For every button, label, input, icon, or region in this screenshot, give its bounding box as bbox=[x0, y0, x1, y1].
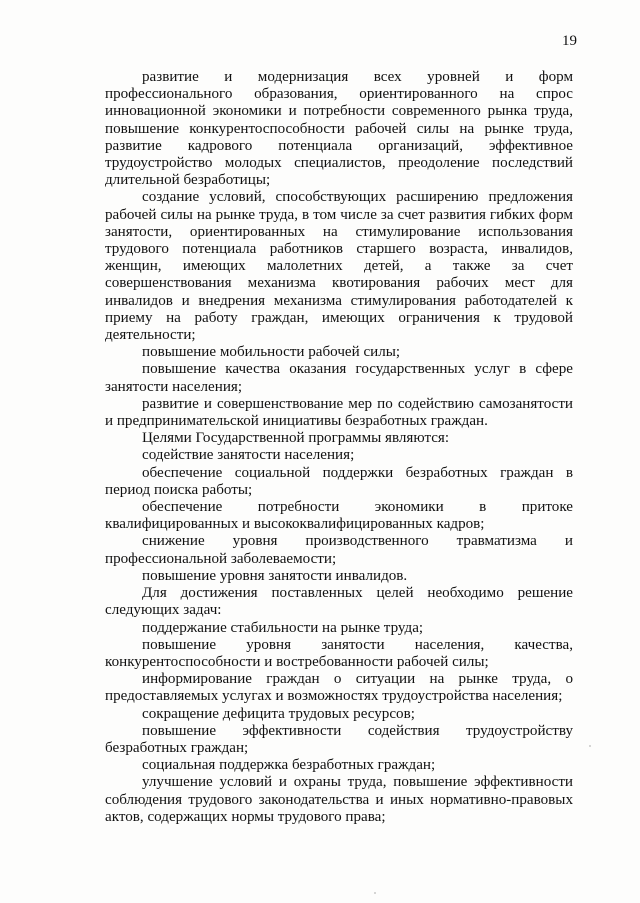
paragraph: создание условий, способствующих расширению предложения рабочей силы на рынке труда, в том числе за счет развития гибких форм занятости, ориентированных на стимулирование использования трудового потенциала работников старшего возраста, инвалидов, женщин, имеющих малолетних детей, а также за счет совершенствования механизма квотирования рабочих мест для инвалидов и внедрения механизма стимулирования работодателей к приему на работу граждан, имеющих ограничения к трудовой деятельности; bbox=[105, 189, 573, 344]
scan-speck bbox=[589, 745, 591, 747]
paragraph: повышение эффективности содействия трудоустройству безработных граждан; bbox=[105, 722, 573, 756]
paragraph: повышение уровня занятости инвалидов. bbox=[142, 567, 408, 584]
document-body bbox=[105, 69, 573, 826]
paragraph: снижение уровня производственного травматизма и профессиональной заболеваемости; bbox=[105, 533, 573, 567]
paragraph: социальная поддержка безработных граждан; bbox=[142, 757, 436, 774]
paragraph: развитие и модернизация всех уровней и форм профессионального образования, ориентированного на спрос инновационной экономики и потребности современного рынка труда, повышение конкурентоспособности рабочей силы на рынке труда, развитие кадрового потенциала организаций, эффективное трудоустройство молодых специалистов, преодоление последствий длительной безработицы; bbox=[105, 69, 573, 189]
paragraph: повышение качества оказания государственных услуг в сфере занятости населения; bbox=[105, 361, 573, 395]
paragraph: содействие занятости населения; bbox=[142, 447, 355, 464]
paragraph: повышение уровня занятости населения, качества, конкурентоспособности и востребованности рабочей силы; bbox=[105, 636, 573, 670]
paragraph: Целями Государственной программы являются: bbox=[142, 430, 450, 447]
paragraph: сокращение дефицита трудовых ресурсов; bbox=[142, 705, 415, 722]
paragraph: обеспечение социальной поддержки безработных граждан в период поиска работы; bbox=[105, 464, 573, 498]
page-number: 19 bbox=[562, 33, 577, 49]
paragraph: информирование граждан о ситуации на рынке труда, о предоставляемых услугах и возможностях трудоустройства населения; bbox=[105, 671, 573, 705]
paragraph: Для достижения поставленных целей необходимо решение следующих задач: bbox=[105, 585, 573, 619]
paragraph: повышение мобильности рабочей силы; bbox=[142, 344, 401, 361]
paragraph: развитие и совершенствование мер по содействию самозанятости и предпринимательской инициативы безработных граждан. bbox=[105, 395, 573, 430]
paragraph: обеспечение потребности экономики в притоке квалифицированных и высококвалифицированных кадров; bbox=[105, 499, 573, 533]
paragraph: поддержание стабильности на рынке труда; bbox=[142, 619, 424, 636]
paragraph: улучшение условий и охраны труда, повышение эффективности соблюдения трудового законодательства и иных нормативно-правовых актов, содержащих нормы трудового права; bbox=[105, 774, 573, 825]
scan-speck bbox=[374, 892, 376, 894]
